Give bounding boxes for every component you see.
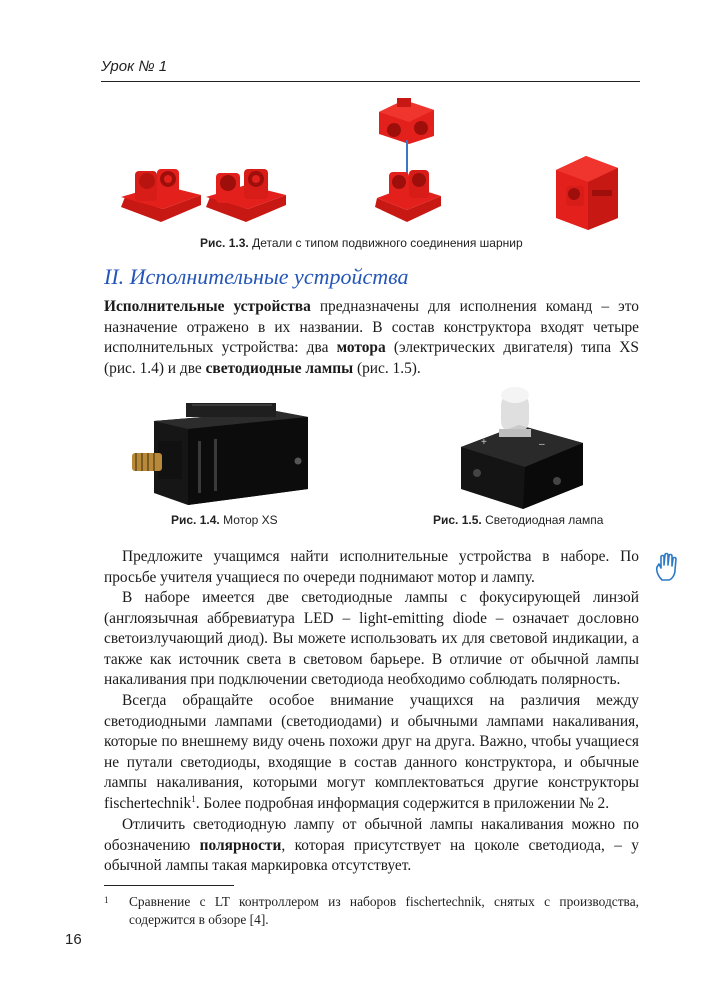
section-title: II. Исполнительные устройства xyxy=(104,264,409,289)
footnote-mark: 1 xyxy=(104,895,109,905)
footnote-reference[interactable]: 1 xyxy=(191,793,196,804)
header-rule xyxy=(101,81,640,82)
paragraph-led-vs-bulb xyxy=(104,691,639,815)
figure-1-3-caption-label: Рис. 1.3. xyxy=(200,236,249,250)
paragraph-text: , которая присутствует на цоколе светодиода, – у обычной лампы такая маркировка отсутствует. xyxy=(104,836,639,875)
hinge-part-2-icon xyxy=(206,169,286,222)
term-actuators: Исполнительные устройства xyxy=(104,298,311,315)
page-number: 16 xyxy=(65,931,82,948)
figure-1-4-caption xyxy=(171,513,278,527)
paragraph-text: (рис. 1.5). xyxy=(353,359,421,377)
hand-icon xyxy=(654,552,680,582)
paragraph-text: Всегда обращайте особое внимание учащихся на различия между светодиодными лампами (светодиодами) и обычными лампами накаливания, которые по внешнему виду очень похожи друг на друга. Важно, чтобы учащиеся не путали светодиоды, входящие в состав данного конструктора, и обычные лампы накаливания, которыми могут комплектоваться другие конструкторы fischertechnik xyxy=(104,692,639,812)
figure-1-3-caption-text: Детали с типом подвижного соединения шарнир xyxy=(248,236,523,250)
figure-1-5-caption-text: Светодиодная лампа xyxy=(481,513,604,527)
footnote xyxy=(104,893,639,929)
hinge-part-combined-icon xyxy=(556,156,618,230)
figure-1-4-caption-label: Рис. 1.4. xyxy=(171,513,220,527)
hinge-part-1-icon xyxy=(121,169,201,222)
hinge-part-assembly-icon xyxy=(375,98,441,222)
paragraph-led-description: В наборе имеется две светодиодные лампы с фокусирующей линзой (англоязычная аббревиатура LED – light-emitting diode – означает дословно светоизлучающий диод). Вы можете использовать их для световой индикации, а также как источник света в световом барьере. В отличие от обычной лампы накаливания при подключении светодиода необходимо соблюдать полярность. xyxy=(104,589,639,689)
footnote-text: Сравнение с LT контроллером из наборов fischertechnik, снятых с производства, содержится в обзоре [4]. xyxy=(129,894,639,927)
lamp-minus-mark: – xyxy=(539,439,545,450)
paragraph-polarity xyxy=(104,815,639,877)
term-motor: мотора xyxy=(336,339,386,357)
figure-1-3-caption xyxy=(200,236,523,250)
term-polarity: полярности xyxy=(199,836,282,854)
paragraph-text: Отличить светодиодную лампу от обычной лампы накаливания можно по обозначению xyxy=(104,816,639,854)
figure-1-3-hinge-parts xyxy=(101,92,641,232)
paragraph-text: . Более подробная информация содержится в приложении № 2. xyxy=(195,794,610,812)
figure-1-5-caption-label: Рис. 1.5. xyxy=(433,513,482,527)
paragraph-text: предназначены для исполнения команд – это назначение отражено в их названии. В состав конструктора входят четыре исполнительных устройства: два xyxy=(104,298,639,357)
figure-1-5-led-lamp xyxy=(447,385,597,513)
lesson-header: Урок № 1 xyxy=(101,58,168,75)
term-led-lamps: светодиодные лампы xyxy=(205,359,354,377)
figure-1-5-caption xyxy=(433,513,603,527)
lamp-plus-mark: + xyxy=(481,437,487,448)
paragraph-task: Предложите учащимся найти исполнительные устройства в наборе. По просьбе учителя учащиеся по очереди поднимают мотор и лампу. xyxy=(104,548,639,586)
paragraph-actuators-intro xyxy=(104,297,639,379)
figure-1-4-caption-text: Мотор XS xyxy=(219,513,278,527)
footnote-rule xyxy=(104,885,234,886)
figure-1-4-motor-xs xyxy=(126,393,322,511)
paragraph-text: (электрических двигателя) типа XS (рис. 1.4) и две xyxy=(104,339,639,377)
